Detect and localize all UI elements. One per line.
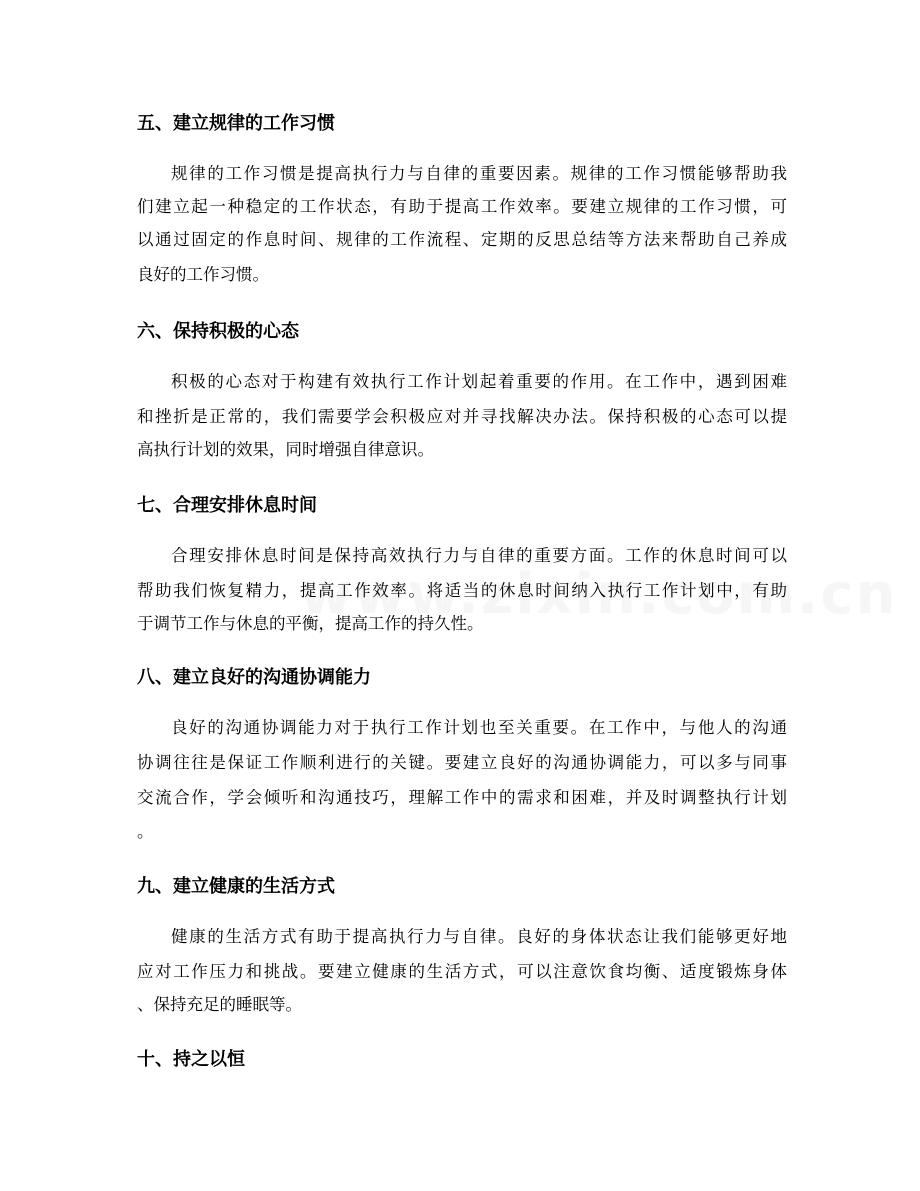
paragraph-line: 健康的生活方式有助于提高执行力与自律。良好的身体状态让我们能够更好地 xyxy=(171,927,787,946)
section-heading: 六、保持积极的心态 xyxy=(137,321,299,342)
paragraph-line: 。 xyxy=(137,822,154,841)
section-heading: 八、建立良好的沟通协调能力 xyxy=(137,667,371,688)
paragraph-line: 交流合作，学会倾听和沟通技巧，理解工作中的需求和困难，并及时调整执行计划 xyxy=(137,788,787,807)
paragraph-line: 合理安排休息时间是保持高效执行力与自律的重要方面。工作的休息时间可以 xyxy=(171,546,787,565)
paragraph-line: 、保持充足的睡眠等。 xyxy=(137,995,302,1014)
section-heading: 五、建立规律的工作习惯 xyxy=(137,113,335,134)
paragraph-line: 以通过固定的作息时间、规律的工作流程、定期的反思总结等方法来帮助自己养成 xyxy=(137,230,787,249)
section-heading: 九、建立健康的生活方式 xyxy=(137,876,335,897)
paragraph-line: 良好的工作习惯。 xyxy=(137,265,269,284)
paragraph-line: 帮助我们恢复精力，提高工作效率。将适当的休息时间纳入执行工作计划中，有助 xyxy=(137,581,787,600)
section-heading: 七、合理安排休息时间 xyxy=(137,495,317,516)
paragraph-line: 积极的心态对于构建有效执行工作计划起着重要的作用。在工作中，遇到困难 xyxy=(171,372,787,391)
paragraph-line: 和挫折是正常的，我们需要学会积极应对并寻找解决办法。保持积极的心态可以提 xyxy=(137,407,787,426)
paragraph-line: 规律的工作习惯是提高执行力与自律的重要因素。规律的工作习惯能够帮助我 xyxy=(171,164,787,183)
paragraph-line: 应对工作压力和挑战。要建立健康的生活方式，可以注意饮食均衡、适度锻炼身体 xyxy=(137,962,787,981)
paragraph-line: 们建立起一种稳定的工作状态，有助于提高工作效率。要建立规律的工作习惯，可 xyxy=(137,197,787,216)
paragraph-line: 高执行计划的效果，同时增强自律意识。 xyxy=(137,440,434,459)
paragraph-line: 于调节工作与休息的平衡，提高工作的持久性。 xyxy=(137,614,484,633)
section-heading: 十、持之以恒 xyxy=(137,1049,245,1070)
paragraph-line: 良好的沟通协调能力对于执行工作计划也至关重要。在工作中，与他人的沟通 xyxy=(171,718,787,737)
paragraph-line: 协调往往是保证工作顺利进行的关键。要建立良好的沟通协调能力，可以多与同事 xyxy=(137,753,787,772)
